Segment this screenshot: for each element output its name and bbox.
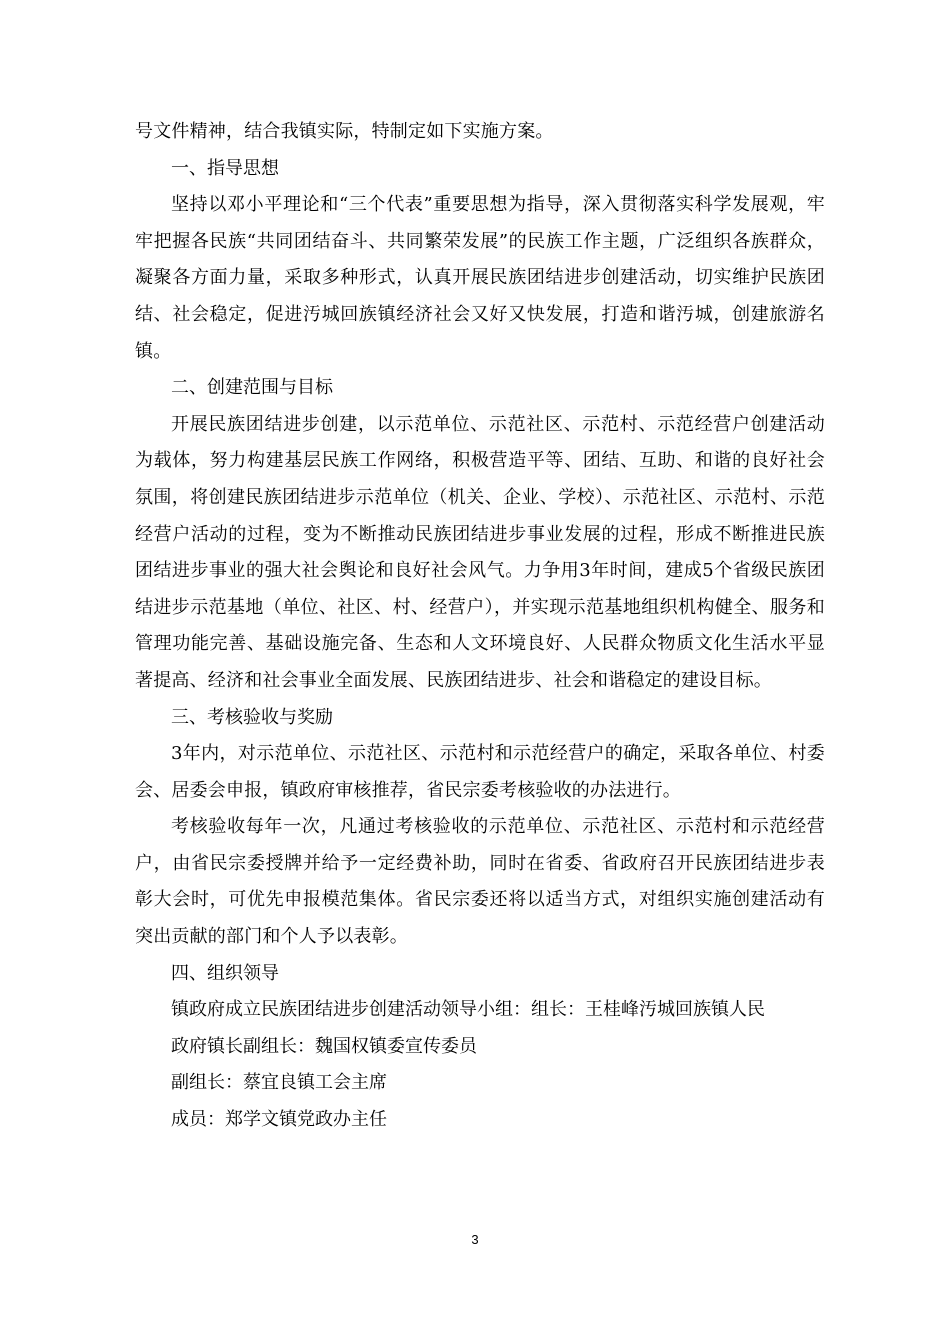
leadership-line-3: 副组长：蔡宜良镇工会主席: [171, 1072, 387, 1094]
document-body: [135, 114, 825, 1139]
paragraph-intro-continuation: 号文件精神，结合我镇实际，特制定如下实施方案。: [135, 121, 554, 142]
paragraph-assessment-rewards: 考核验收每年一次，凡通过考核验收的示范单位、示范社区、示范村和示范经营户，由省民宗委授牌并给予一定经费补助，同时在省委、省政府召开民族团结进步表彰大会时，可优先申报模范集体。省民宗委还将以适当方式，对组织实施创建活动有突出贡献的部门和个人予以表彰。: [135, 816, 825, 948]
section-heading-assessment-rewards: 三、考核验收与奖励: [171, 706, 333, 728]
paragraph-assessment-procedure: 3年内，对示范单位、示范社区、示范村和示范经营户的确定，采取各单位、村委会、居委会申报，镇政府审核推荐，省民宗委考核验收的办法进行。: [135, 743, 825, 801]
section-heading-guiding-ideology: 一、指导思想: [171, 157, 279, 179]
leadership-line-2: 政府镇长副组长：魏国权镇委宣传委员: [171, 1035, 477, 1057]
section-heading-scope-goals: 二、创建范围与目标: [171, 377, 333, 399]
page-number: 3: [471, 1232, 479, 1247]
leadership-line-1: 镇政府成立民族团结进步创建活动领导小组：组长：王桂峰汚城回族镇人民: [171, 999, 765, 1021]
paragraph-scope-goals: 开展民族团结进步创建，以示范单位、示范社区、示范村、示范经营户创建活动为载体，努力构建基层民族工作网络，积极营造平等、团结、互助、和谐的良好社会氛围，将创建民族团结进步示范单位（机关、企业、学校）、示范社区、示范村、示范经营户活动的过程，变为不断推动民族团结进步事业发展的过程，形成不断推进民族团结进步事业的强大社会舆论和良好社会风气。力争用3年时间，建成5个省级民族团结进步示范基地（单位、社区、村、经营户），并实现示范基地组织机构健全、服务和管理功能完善、基础设施完备、生态和人文环境良好、人民群众物质文化生活水平显著提高、经济和社会事业全面发展、民族团结进步、社会和谐稳定的建设目标。: [135, 413, 825, 691]
leadership-line-4: 成员：郑学文镇党政办主任: [171, 1109, 387, 1131]
paragraph-guiding-ideology: 坚持以邓小平理论和“三个代表”重要思想为指导，深入贯彻落实科学发展观，牢牢把握各民族“共同团结奋斗、共同繁荣发展”的民族工作主题，广泛组织各族群众，凝聚各方面力量，采取多种形式，认真开展民族团结进步创建活动，切实维护民族团结、社会稳定，促进汚城回族镇经济社会又好又快发展，打造和谐汚城，创建旅游名镇。: [135, 194, 825, 362]
section-heading-leadership: 四、组织领导: [171, 962, 279, 984]
